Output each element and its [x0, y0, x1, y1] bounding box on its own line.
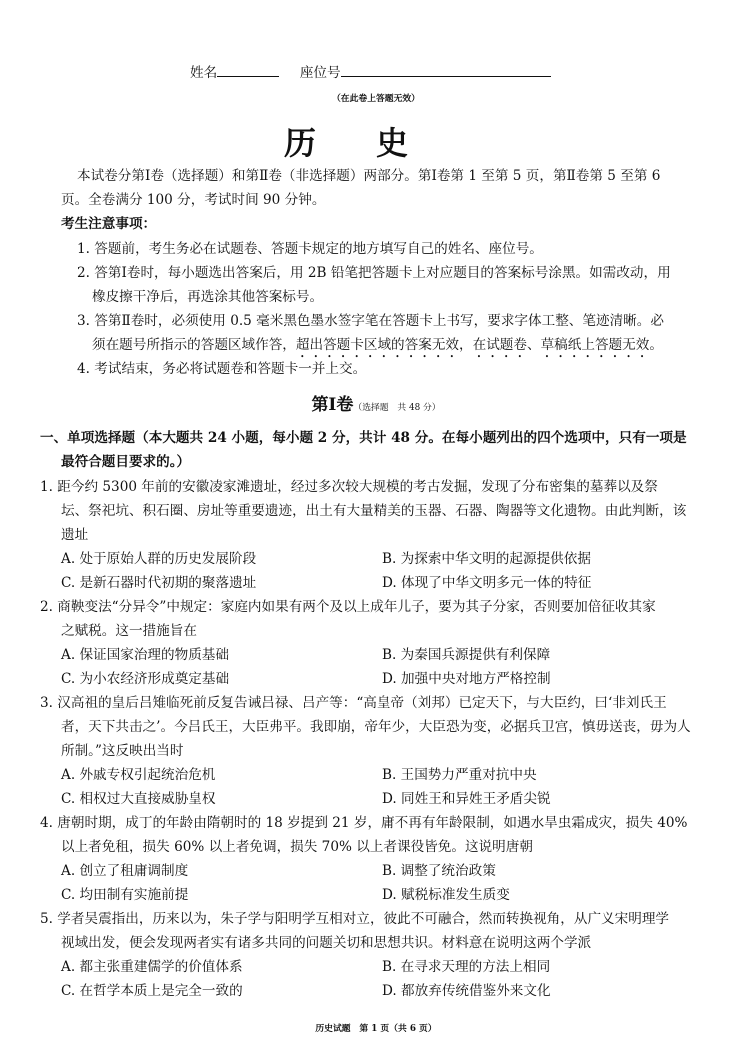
- answer-invalid-notice: （在此卷上答题无效）: [332, 94, 420, 104]
- intro-line-1: 本试卷分第Ⅰ卷（选择题）和第Ⅱ卷（非选择题）两部分。第Ⅰ卷第 1 至第 5 页，第Ⅱ卷第 5 至第 6: [77, 168, 661, 184]
- note-1: 1. 答题前，考生务必在试题卷、答题卡规定的地方填写自己的姓名、座位号。: [77, 241, 543, 257]
- question-1-option-c: C. 是新石器时代初期的聚落遗址: [61, 575, 257, 591]
- question-1-line-1: 1. 距今约 5300 年前的安徽凌家滩遗址，经过多次较大规模的考古发掘，发现了分布密集的墓葬以及祭: [40, 479, 658, 495]
- question-3-line-3: 所制。”这反映出当时: [61, 743, 184, 759]
- question-1-option-a: A. 处于原始人群的历史发展阶段: [61, 551, 257, 567]
- note-3-cont: [92, 336, 663, 361]
- question-2-option-c: C. 为小农经济形成奠定基础: [61, 671, 230, 687]
- section-subtitle: （选择题 共 48 分）: [353, 403, 441, 413]
- question-1-option-d: D. 体现了中华文明多元一体的特征: [382, 575, 592, 591]
- question-2-line-1: 2. 商鞅变法“分异令”中规定：家庭内如果有两个及以上成年儿子，要为其子分家，否则要加倍征收其家: [40, 599, 656, 615]
- question-3-option-c: C. 相权过大直接威胁皇权: [61, 791, 216, 807]
- question-4-option-a: A. 创立了租庸调制度: [61, 863, 189, 879]
- question-5-line-2: 视域出发，便会发现两者实有诸多共同的问题关切和思想共识。材料意在说明这两个学派: [61, 935, 592, 951]
- question-1-option-b: B. 为探索中华文明的起源提供依据: [382, 551, 591, 567]
- page-title: 历史: [283, 124, 468, 162]
- question-1-line-3: 遗址: [61, 527, 89, 543]
- name-blank: [217, 62, 279, 77]
- seat-blank: [341, 62, 551, 77]
- question-2-option-d: D. 加强中央对地方严格控制: [382, 671, 551, 687]
- seat-label: 座位号: [299, 65, 341, 81]
- part-heading-1: 一、单项选择题（本大题共 24 小题，每小题 2 分，共计 48 分。在每小题列出的四个选项中，只有一项是: [40, 430, 687, 446]
- page-footer: 历史试题 第 1 页（共 6 页）: [315, 1024, 437, 1034]
- note-3-cont-text: 须在题号所指示的答题区域作答，: [92, 337, 296, 353]
- question-2-line-2: 之赋税。这一措施旨在: [61, 623, 197, 639]
- question-2-option-a: A. 保证国家治理的物质基础: [61, 647, 229, 663]
- note-4: 4. 考试结束，务必将试题卷和答题卡一并上交。: [77, 361, 367, 377]
- section-title: 第Ⅰ卷: [311, 395, 354, 415]
- name-field: [190, 62, 551, 83]
- question-2-option-b: B. 为秦国兵源提供有利保障: [382, 647, 551, 663]
- question-5-option-a: A. 都主张重建儒学的价值体系: [61, 959, 243, 975]
- question-3-line-2: 者，天下共击之’。今吕氏王，大臣弗平。我即崩，帝年少，大臣恐为变，必据兵卫宫，慎毋送丧，毋为人: [61, 719, 691, 735]
- question-3-line-1: 3. 汉高祖的皇后吕雉临死前反复告诫吕禄、吕产等：“高皇帝（刘邦）已定天下，与大臣约，曰‘非刘氏王: [40, 695, 667, 711]
- question-4-option-c: C. 均田制有实施前提: [61, 887, 189, 903]
- question-5-option-b: B. 在寻求天理的方法上相同: [382, 959, 551, 975]
- name-label: 姓名: [190, 65, 218, 81]
- section-header: [0, 396, 752, 418]
- note-2-cont: 橡皮擦干净后，再选涂其他答案标号。: [92, 289, 324, 305]
- question-5-line-1: 5. 学者吴震指出，历来以为，朱子学与阳明学互相对立，彼此不可融合，然而转换视角，从广义宋明理学: [40, 911, 670, 927]
- question-5-option-c: C. 在哲学本质上是完全一致的: [61, 983, 243, 999]
- question-4-option-d: D. 赋税标准发生质变: [382, 887, 510, 903]
- note-3-emphasis: 超出答题卡区域的答案无效，在试题卷、草稿纸上答题无效。: [295, 337, 663, 353]
- question-1-line-2: 坛、祭祀坑、积石圈、房址等重要遗迹，出土有大量精美的玉器、石器、陶器等文化遗物。由此判断，该: [61, 503, 687, 519]
- question-4-line-2: 以上者免租，损失 60% 以上者免调，损失 70% 以上者课役皆免。这说明唐朝: [61, 839, 533, 855]
- question-3-option-a: A. 外戚专权引起统治危机: [61, 767, 216, 783]
- question-3-option-d: D. 同姓王和异姓王矛盾尖锐: [382, 791, 551, 807]
- question-4-line-1: 4. 唐朝时期，成丁的年龄由隋朝时的 18 岁提到 21 岁，庸不再有年龄限制，如遇水旱虫霜成灾，损失 40%: [40, 815, 688, 831]
- notes-heading: 考生注意事项：: [61, 216, 157, 232]
- part-heading-2: 最符合题目要求的。）: [61, 454, 191, 470]
- question-5-option-d: D. 都放弃传统借鉴外来文化: [382, 983, 551, 999]
- question-4-option-b: B. 调整了统治政策: [382, 863, 496, 879]
- intro-line-2: 页。全卷满分 100 分，考试时间 90 分钟。: [61, 192, 326, 208]
- note-2: 2. 答第Ⅰ卷时，每小题选出答案后，用 2B 铅笔把答题卡上对应题目的答案标号涂黑。如需改动，用: [77, 265, 671, 281]
- question-3-option-b: B. 王国势力严重对抗中央: [382, 767, 537, 783]
- note-3: 3. 答第Ⅱ卷时，必须使用 0.5 毫米黑色墨水签字笔在答题卡上书写，要求字体工整、笔迹清晰。必: [77, 313, 664, 329]
